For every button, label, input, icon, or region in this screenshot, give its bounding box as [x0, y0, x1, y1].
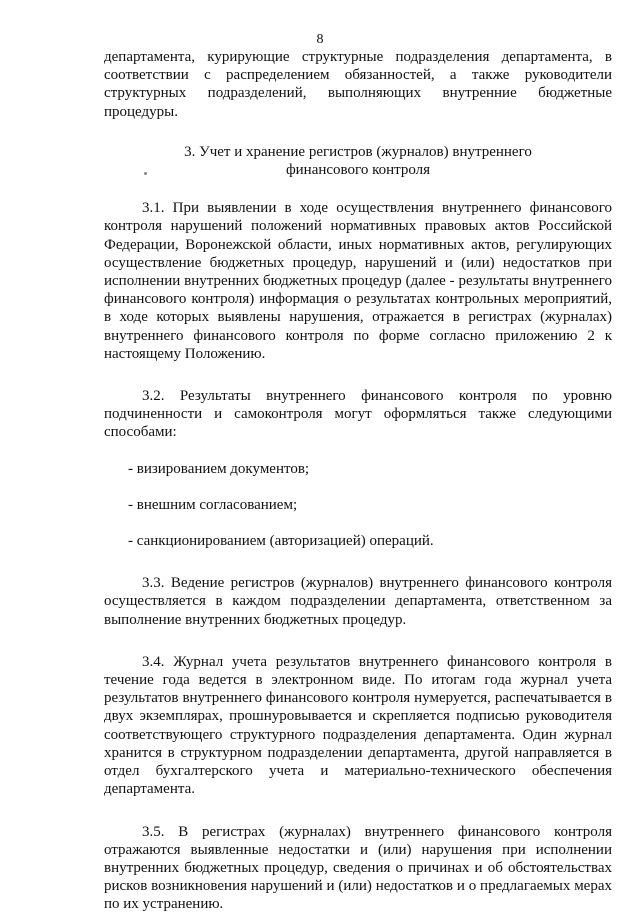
section-heading-line-2: финансового контроля [285, 162, 431, 179]
section-heading-line-1: 3. Учет и хранение регистров (журналов) внутреннего [184, 143, 532, 160]
section-heading [104, 143, 612, 179]
paragraph-3-1: 3.1. При выявлении в ходе осуществления внутреннего финансового контроля нарушений положений нормативных правовых актов Российской Федерации, Воронежской области, иных нормативных актов, регулирующих осуществление бюджетных процедур, нарушений и (или) недостатков при исполнении внутренних бюджетных процедур (далее - результаты внутреннего финансового контроля) информация о результатах контрольных мероприятий, в ходе которых выявлены нарушения, отражается в регистрах (журналах) внутреннего финансового контроля по форме согласно приложению 2 к настоящему Положению. [104, 200, 612, 362]
continuation-paragraph: департамента, курирующие структурные подразделения департамента, в соответствии с распределением обязанностей, а также руководители структурных подразделений, выполняющих внутренние бюджетные процедуры. [104, 49, 612, 120]
paragraph-3-5: 3.5. В регистрах (журналах) внутреннего финансового контроля отражаются выявленные недостатки и (или) нарушения при исполнении внутренних бюджетных процедур, сведения о причинах и об обстоятельствах рисков возникновения нарушений и (или) недостатков и о предлагаемых мерах по их устранению. [104, 823, 612, 913]
page-number: 8 [316, 32, 324, 47]
bullet-item: - внешним согласованием; [128, 496, 298, 513]
paragraph-3-3: 3.3. Ведение регистров (журналов) внутреннего финансового контроля осуществляется в каждом подразделении департамента, ответственном за выполнение внутренних бюджетных процедур. [104, 575, 612, 628]
bullet-item: - визированием документов; [128, 460, 310, 477]
bullet-item: - санкционированием (авторизацией) операций. [128, 533, 434, 550]
paragraph-3-4: 3.4. Журнал учета результатов внутреннего финансового контроля в течение года ведется в электронном виде. По итогам года журнал учета результатов внутреннего финансового контроля нумеруется, распечатывается в двух экземплярах, прошнуровывается и скрепляется подписью руководителя соответствующего структурного подразделения департамента. Один журнал хранится в структурном подразделении департамента, другой направляется в отдел бухгалтерского учета и материально-технического обеспечения департамента. [104, 653, 612, 798]
document-body [104, 48, 612, 914]
paragraph-3-2: 3.2. Результаты внутреннего финансового контроля по уровню подчиненности и самоконтроля могут оформляться также следующими способами: [104, 388, 612, 441]
